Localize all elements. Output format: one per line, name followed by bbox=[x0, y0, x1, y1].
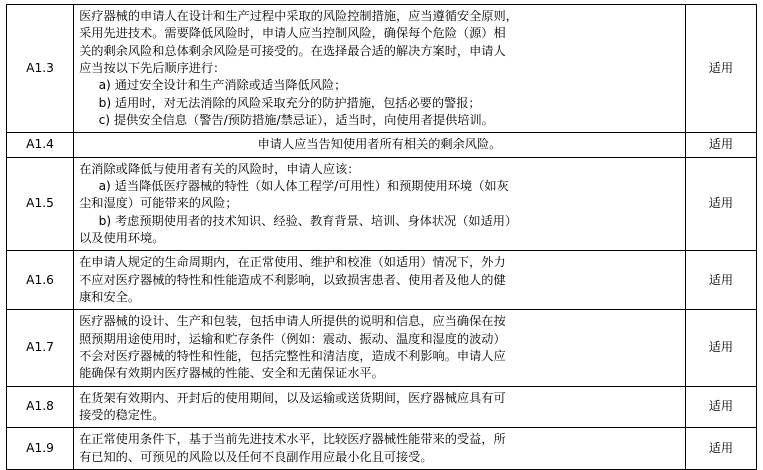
content-line: 不会对医疗器械的特性和性能，包括完整性和清洁度，造成不利影响。申请人应 bbox=[79, 348, 506, 363]
row-content-cell bbox=[74, 428, 686, 470]
content-line: 有已知的、可预见的风险以及任何不良副作用应最小化且可接受。 bbox=[79, 449, 433, 464]
content-line: 接受的稳定性。 bbox=[79, 407, 165, 422]
table-row bbox=[7, 157, 757, 251]
row-id-cell: A1.5 bbox=[7, 157, 74, 251]
content-line: 关的剩余风险和总体剩余风险是可接受的。在选择最合适的解决方案时，申请人 bbox=[79, 43, 506, 58]
row-status-cell: 适用 bbox=[685, 386, 756, 428]
content-line: 医疗器械的申请人在设计和生产过程中采取的风险控制措施，应当遵循安全原则， bbox=[79, 9, 518, 23]
content-line: 医疗器械的设计、生产和包装，包括申请人所提供的说明和信息，应当确保在按 bbox=[79, 314, 506, 329]
content-line: a) 适当降低医疗器械的特性（如人体工程学/可用性）和预期使用环境（如灰 bbox=[98, 178, 509, 193]
row-status-cell: 适用 bbox=[685, 5, 756, 133]
content-line: b) 考虑预期使用者的技术知识、经验、教育背景、培训、身体状况（如适用） bbox=[98, 213, 518, 228]
content-line: 以及使用环境。 bbox=[79, 230, 165, 245]
content-line: 康和安全。 bbox=[79, 289, 141, 304]
row-id-cell: A1.8 bbox=[7, 386, 74, 428]
row-content-cell bbox=[74, 5, 686, 133]
row-id-cell: A1.6 bbox=[7, 251, 74, 310]
requirements-table bbox=[6, 4, 757, 470]
table-row bbox=[7, 428, 757, 470]
content-line: 在货架有效期内、开封后的使用期间，以及运输或送货期间，医疗器械应具有可 bbox=[79, 390, 506, 405]
table-row bbox=[7, 5, 757, 133]
content-line: 尘和湿度）可能带来的风险； bbox=[79, 196, 238, 211]
content-line: 在消除或降低与使用者有关的风险时，申请人应该： bbox=[79, 161, 360, 176]
content-line: 采用先进技术。需要降低风险时，申请人应当控制风险，确保每个危险（源）相 bbox=[79, 26, 506, 41]
content-line: 在申请人规定的生命周期内，在正常使用、维护和校准（如适用）情况下，外力 bbox=[79, 255, 506, 270]
row-id-cell: A1.9 bbox=[7, 428, 74, 470]
row-content-cell bbox=[74, 386, 686, 428]
row-content-cell bbox=[74, 251, 686, 310]
content-line: b) 适用时，对无法消除的风险采取充分的防护措施，包括必要的警报； bbox=[98, 95, 481, 110]
row-id-cell: A1.4 bbox=[7, 133, 74, 157]
row-status-cell: 适用 bbox=[685, 251, 756, 310]
table-body bbox=[7, 5, 757, 470]
row-id-cell: A1.7 bbox=[7, 310, 74, 386]
content-line: c) 提供安全信息（警告/预防措施/禁忌证），适当时，向使用者提供培训。 bbox=[98, 112, 494, 127]
table-row bbox=[7, 310, 757, 386]
content-line: 在正常使用条件下，基于当前先进技术水平，比较医疗器械性能带来的受益，所 bbox=[79, 432, 506, 447]
content-line: 能确保有效期内医疗器械的性能、安全和无菌保证水平。 bbox=[79, 366, 384, 381]
content-line: 申请人应当告知使用者所有相关的剩余风险。 bbox=[257, 137, 502, 152]
row-id-cell: A1.3 bbox=[7, 5, 74, 133]
table-row bbox=[7, 386, 757, 428]
row-content-cell bbox=[74, 157, 686, 251]
row-status-cell: 适用 bbox=[685, 428, 756, 470]
row-content-cell bbox=[74, 133, 686, 157]
row-status-cell: 适用 bbox=[685, 310, 756, 386]
table-row bbox=[7, 133, 757, 157]
content-line: a) 通过安全设计和生产消除或适当降低风险； bbox=[98, 78, 347, 93]
row-status-cell: 适用 bbox=[685, 157, 756, 251]
row-status-cell: 适用 bbox=[685, 133, 756, 157]
content-line: 照预期用途使用时，运输和贮存条件（例如：震动、振动、温度和湿度的波动） bbox=[79, 331, 506, 346]
row-content-cell bbox=[74, 310, 686, 386]
content-line: 不应对医疗器械的特性和性能造成不利影响，以致损害患者、使用者及他人的健 bbox=[79, 272, 506, 287]
content-line: 应当按以下先后顺序进行： bbox=[79, 60, 226, 75]
table-row bbox=[7, 251, 757, 310]
